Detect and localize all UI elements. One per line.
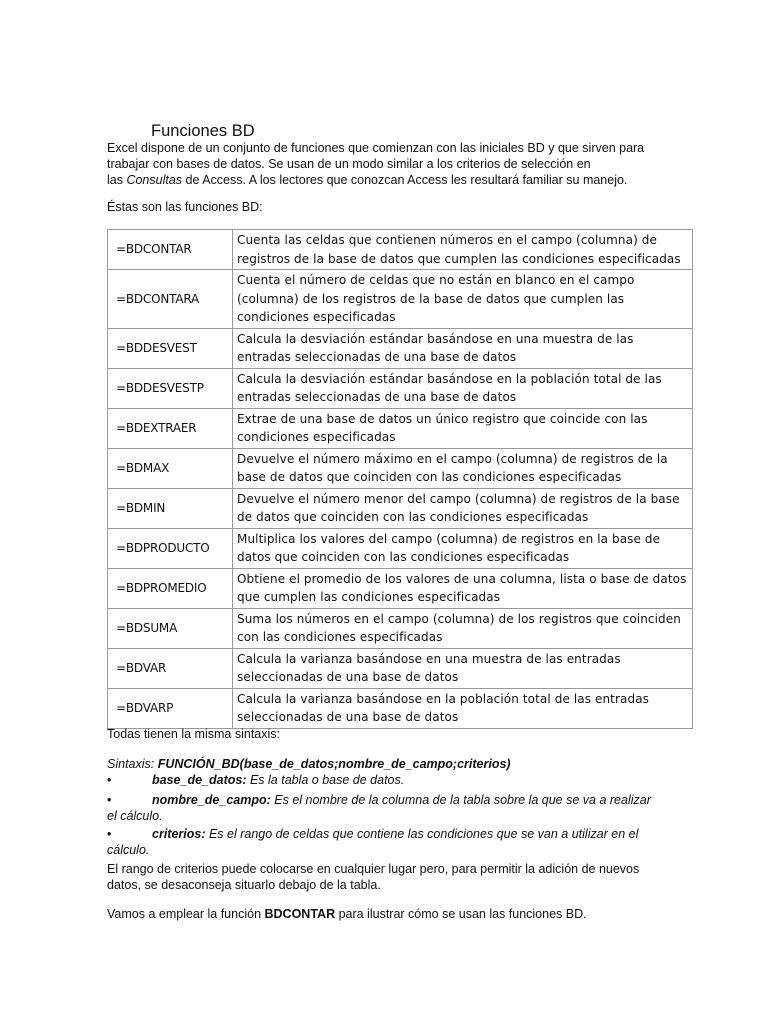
table-row [108, 230, 693, 270]
bdcontar-term: BDCONTAR [264, 907, 336, 921]
table-row [108, 688, 693, 728]
function-name-cell: =BDVAR [108, 648, 233, 688]
function-description-cell: Calcula la desviación estándar basándose en una muestra de las entradas seleccionadas de una base de datos [233, 328, 693, 368]
consultas-term: Consultas [126, 173, 183, 187]
table-row [108, 270, 693, 329]
bullet-desc-continuation: cálculo. [107, 843, 150, 857]
closing-paragraph [107, 906, 707, 922]
function-name-cell: =BDCONTARA [108, 270, 233, 329]
function-name-cell: =BDDESVEST [108, 328, 233, 368]
function-description-cell: Suma los números en el campo (columna) de los registros que coinciden con las condiciones especificadas [233, 608, 693, 648]
closing-pre: Vamos a emplear la función [107, 907, 265, 921]
function-description-cell: Devuelve el número menor del campo (columna) de registros de la base de datos que coinciden con las condiciones especificadas [233, 488, 693, 528]
bullet-desc: Es el nombre de la columna de la tabla sobre la que se va a realizar [270, 793, 651, 807]
table-row [108, 568, 693, 608]
functions-table-body [108, 230, 693, 729]
table-row [108, 328, 693, 368]
function-description-cell: Extrae de una base de datos un único registro que coincide con las condiciones especificadas [233, 408, 693, 448]
intro-line-3-post: de Access. A los lectores que conozcan Access les resultará familiar su manejo. [182, 173, 628, 187]
table-row [108, 408, 693, 448]
bullet-item-criterios [107, 826, 667, 858]
function-name-cell: =BDMIN [108, 488, 233, 528]
intro-line-3-pre: las [107, 173, 127, 187]
function-description-cell: Calcula la varianza basándose en la población total de las entradas seleccionadas de una base de datos [233, 688, 693, 728]
bullet-term: nombre_de_campo: [152, 793, 271, 807]
function-name-cell: =BDMAX [108, 448, 233, 488]
functions-intro-text: Éstas son las funciones BD: [107, 200, 263, 214]
criteria-range-paragraph [107, 861, 707, 893]
function-description-cell: Multiplica los valores del campo (columna) de registros en la base de datos que coinciden con las condiciones especificadas [233, 528, 693, 568]
bullet-item-base-de-datos [107, 772, 667, 788]
function-name-cell: =BDVARP [108, 688, 233, 728]
syntax-formula: FUNCIÓN_BD(base_de_datos;nombre_de_campo;criterios) [157, 757, 511, 771]
function-name-cell: =BDEXTRAER [108, 408, 233, 448]
rango-line-2: datos, se desaconseja situarlo debajo de la tabla. [107, 878, 381, 892]
table-row [108, 648, 693, 688]
table-row [108, 528, 693, 568]
syntax-intro-text: Todas tienen la misma sintaxis: [107, 727, 280, 741]
bullet-icon: • [107, 773, 112, 787]
function-description-cell: Calcula la varianza basándose en una muestra de las entradas seleccionadas de una base de datos [233, 648, 693, 688]
page-title: Funciones BD [151, 122, 255, 140]
function-name-cell: =BDCONTAR [108, 230, 233, 270]
intro-paragraph [107, 140, 707, 188]
intro-line-1: Excel dispone de un conjunto de funciones que comienzan con las iniciales BD y que sirven para [107, 141, 645, 155]
function-name-cell: =BDDESVESTP [108, 368, 233, 408]
closing-post: para ilustrar cómo se usan las funciones BD. [335, 907, 587, 921]
syntax-line [107, 756, 511, 772]
table-row [108, 608, 693, 648]
function-description-cell: Devuelve el número máximo en el campo (columna) de registros de la base de datos que coinciden con las condiciones especificadas [233, 448, 693, 488]
intro-line-2: trabajar con bases de datos. Se usan de un modo similar a los criterios de selección en [107, 157, 591, 171]
bullet-item-nombre-de-campo [107, 792, 667, 824]
table-row [108, 368, 693, 408]
function-description-cell: Cuenta las celdas que contienen números en el campo (columna) de registros de la base de datos que cumplen las condiciones especificadas [233, 230, 693, 270]
function-description-cell: Calcula la desviación estándar basándose en la población total de las entradas seleccionadas de una base de datos [233, 368, 693, 408]
bullet-term: criterios: [152, 827, 206, 841]
table-row [108, 488, 693, 528]
function-description-cell: Cuenta el número de celdas que no están en blanco en el campo (columna) de los registros de la base de datos que cumplen las condiciones especificadas [233, 270, 693, 329]
bullet-desc-continuation: el cálculo. [107, 809, 163, 823]
bullet-desc: Es la tabla o base de datos. [246, 773, 405, 787]
function-name-cell: =BDSUMA [108, 608, 233, 648]
function-name-cell: =BDPROMEDIO [108, 568, 233, 608]
bullet-icon: • [107, 827, 112, 841]
intro-line-3 [107, 172, 707, 188]
functions-table [107, 229, 693, 729]
rango-line-1: El rango de criterios puede colocarse en cualquier lugar pero, para permitir la adición de nuevos [107, 862, 640, 876]
function-name-cell: =BDPRODUCTO [108, 528, 233, 568]
table-row [108, 448, 693, 488]
bullet-desc: Es el rango de celdas que contiene las condiciones que se van a utilizar en el [205, 827, 639, 841]
function-description-cell: Obtiene el promedio de los valores de una columna, lista o base de datos que cumplen las condiciones especificadas [233, 568, 693, 608]
bullet-icon: • [107, 793, 112, 807]
syntax-label: Sintaxis: [107, 757, 158, 771]
bullet-term: base_de_datos: [152, 773, 247, 787]
